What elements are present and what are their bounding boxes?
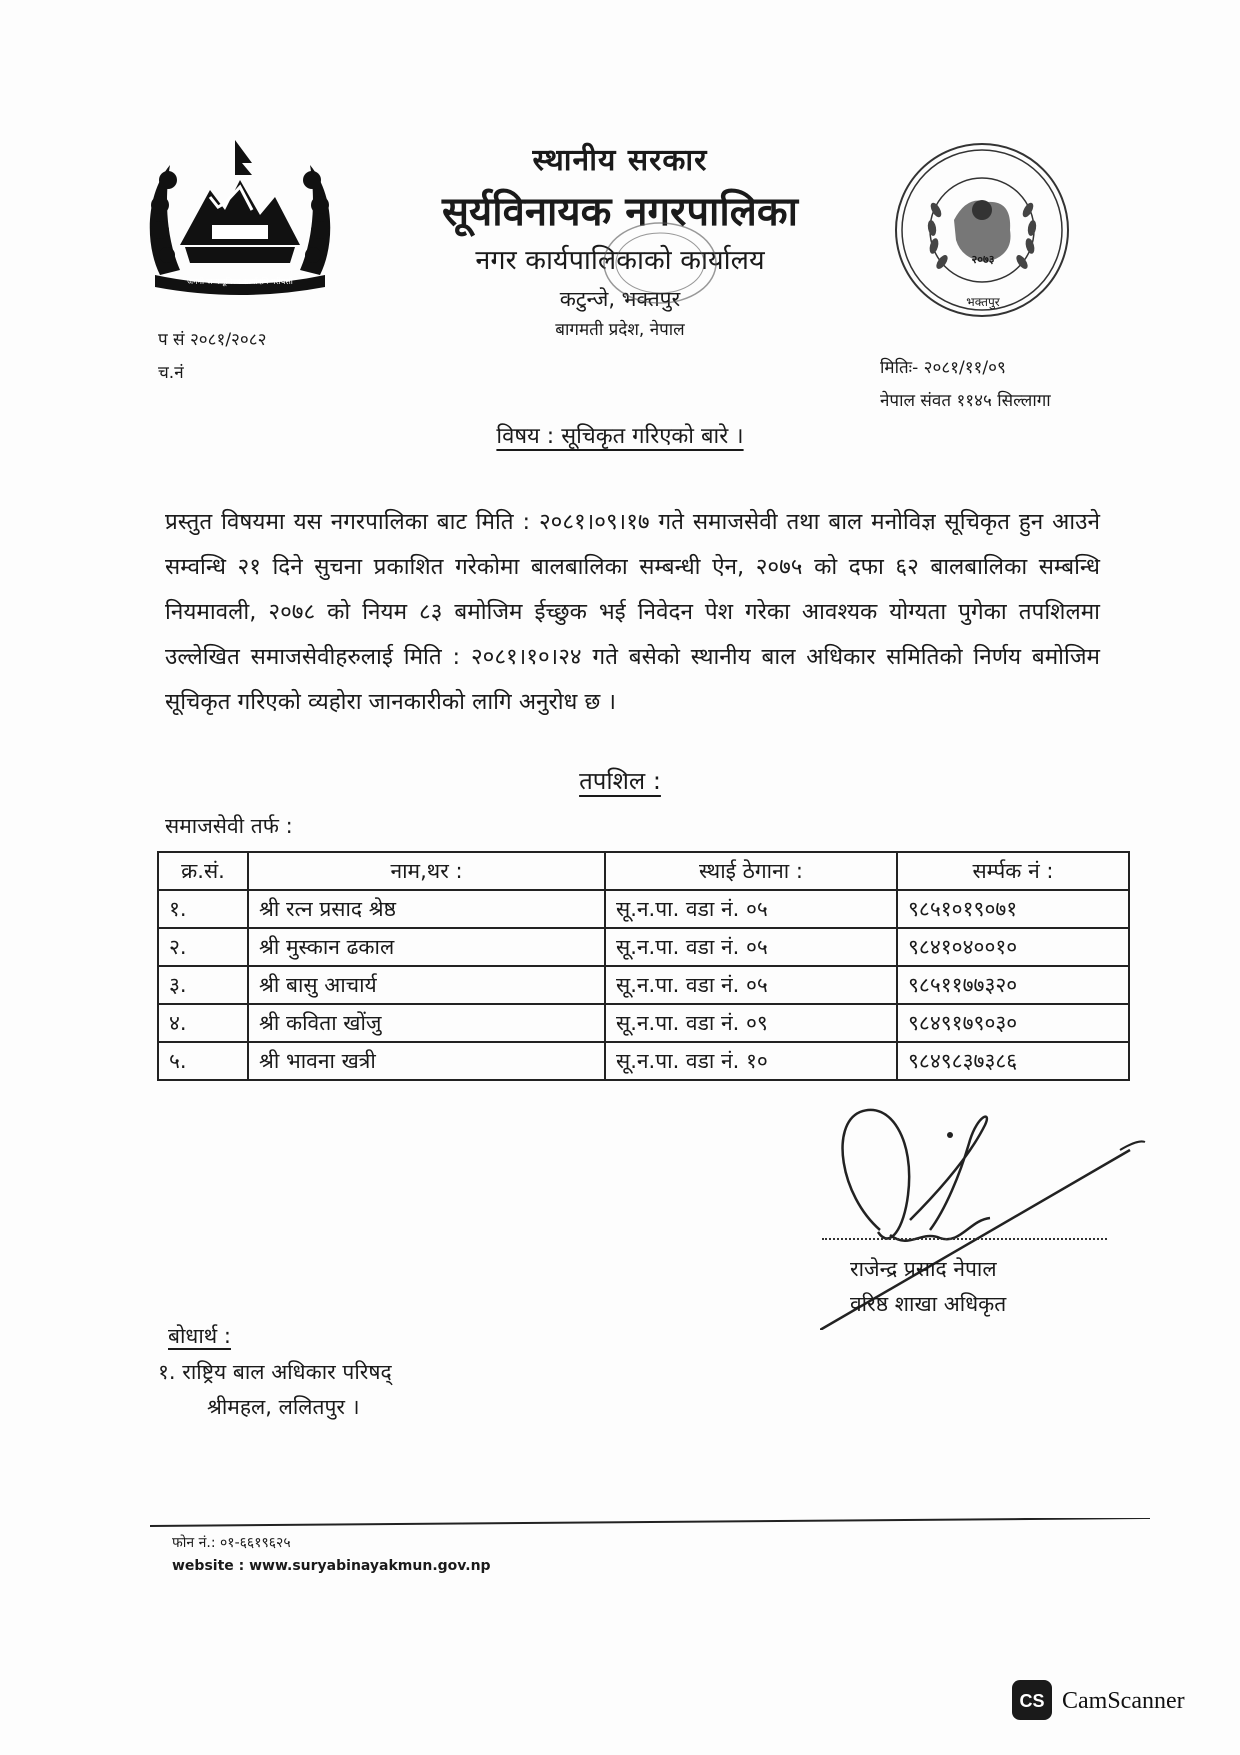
cell-name: श्री भावना खत्री <box>248 1042 605 1080</box>
signatory-title: वरिष्ठ शाखा अधिकृत <box>850 1292 1007 1316</box>
header-province: बागमती प्रदेश, नेपाल <box>555 320 685 340</box>
seal-bottom-text: भक्तपुर <box>966 295 1000 309</box>
header-municipality-name: सूर्यविनायक नगरपालिका <box>442 189 798 235</box>
table-row <box>158 1004 1129 1042</box>
column-header-name: नाम,थर : <box>248 852 605 890</box>
cell-name: श्री मुस्कान ढकाल <box>248 928 605 966</box>
schedule-heading-text: तपशिल : <box>579 767 661 795</box>
column-header-contact: सर्म्पक नं : <box>897 852 1129 890</box>
cell-sn: ३. <box>158 966 248 1004</box>
svg-text:CS: CS <box>1019 1691 1045 1711</box>
schedule-category: समाजसेवी तर्फ : <box>165 814 293 838</box>
cc-recipient: १. राष्ट्रिय बाल अधिकार परिषद् <box>158 1360 392 1384</box>
cell-contact: ९८४९८३७३८६ <box>897 1042 1129 1080</box>
table-row <box>158 928 1129 966</box>
footer-website: website : www.suryabinayakmun.gov.np <box>172 1558 491 1574</box>
footer-phone: फोन नं.: ०१-६६१९६२५ <box>172 1535 291 1551</box>
signatory-name: राजेन्द्र प्रसाद नेपाल <box>850 1257 997 1281</box>
cell-contact: ९८४१०४००१० <box>897 928 1129 966</box>
office-stamp <box>600 218 720 308</box>
header-address: कटुन्जे, भक्तपुर <box>559 287 681 311</box>
cell-address: सू.न.पा. वडा नं. ०५ <box>605 890 897 928</box>
column-header-address: स्थाई ठेगाना : <box>605 852 897 890</box>
body-paragraph: प्रस्तुत विषयमा यस नगरपालिका बाट मिति : २०८१।०९।१७ गते समाजसेवी तथा बाल मनोविज्ञ सूचिकृत हुन आउने सम्वन्धि २१ दिने सुचना प्रकाशित गरेकोमा बालबालिका सम्बन्धी ऐन, २०७५ को दफा ६२ बालबालिका सम्बन्धि नियमावली, २०७८ को नियम ८३ बमोजिम ईच्छुक भई निवेदन पेश गरेका आवश्यक योग्यता पुगेका तपशिलमा उल्लेखित समाजसेवीहरुलाई मिति : २०८१।१०।२४ गते बसेको स्थानीय बाल अधिकार समितिको निर्णय बमोजिम सूचिकृत गरिएको व्यहोरा जानकारीको लागि अनुरोध छ । <box>165 509 1100 715</box>
column-header-sn: क्र.सं. <box>158 852 248 890</box>
cc-recipient-location: श्रीमहल, ललितपुर । <box>207 1395 360 1419</box>
date-nepal-sambat: नेपाल संवत ११४५ सिल्लागा <box>880 391 1051 411</box>
table-header-row <box>158 852 1129 890</box>
cell-address: सू.न.पा. वडा नं. ०५ <box>605 928 897 966</box>
cell-address: सू.न.पा. वडा नं. १० <box>605 1042 897 1080</box>
cell-name: श्री बासु आचार्य <box>248 966 605 1004</box>
footer-divider <box>150 1518 1150 1528</box>
camscanner-logo-icon <box>1012 1680 1052 1720</box>
cell-sn: ४. <box>158 1004 248 1042</box>
camscanner-watermark-text: CamScanner <box>1062 1688 1185 1714</box>
dispatch-number: च.नं <box>158 363 184 383</box>
cell-sn: १. <box>158 890 248 928</box>
cell-address: सू.न.पा. वडा नं. ०९ <box>605 1004 897 1042</box>
cell-address: सू.न.पा. वडा नं. ०५ <box>605 966 897 1004</box>
emblem-caption: जननी जन्मभूमिश्च स्वर्गादपि गरीयसी <box>187 277 293 286</box>
cell-contact: ९८५११७७३२० <box>897 966 1129 1004</box>
cell-contact: ९८५१०१९०७१ <box>897 890 1129 928</box>
seal-year: २०७३ <box>971 253 995 266</box>
header-office-name: नगर कार्यपालिकाको कार्यालय <box>475 245 765 276</box>
cell-sn: ५. <box>158 1042 248 1080</box>
header-local-government: स्थानीय सरकार <box>532 143 708 178</box>
cc-heading: बोधार्थ : <box>168 1324 231 1348</box>
cell-name: श्री रत्न प्रसाद श्रेष्ठ <box>248 890 605 928</box>
cell-sn: २. <box>158 928 248 966</box>
table-row <box>158 966 1129 1004</box>
subject-text: विषय : सूचिकृत गरिएको बारे । <box>496 424 744 449</box>
table-row <box>158 890 1129 928</box>
subject-line <box>0 420 1240 450</box>
date-bs: मितिः- २०८१/११/०९ <box>880 358 1006 378</box>
cell-contact: ९८४९१७९०३० <box>897 1004 1129 1042</box>
social-workers-table <box>157 851 1130 1081</box>
signature-line <box>822 1238 1107 1240</box>
reference-number: प सं २०८१/२०८२ <box>158 330 267 350</box>
cell-name: श्री कविता खोंजु <box>248 1004 605 1042</box>
table-row <box>158 1042 1129 1080</box>
schedule-heading <box>0 764 1240 797</box>
